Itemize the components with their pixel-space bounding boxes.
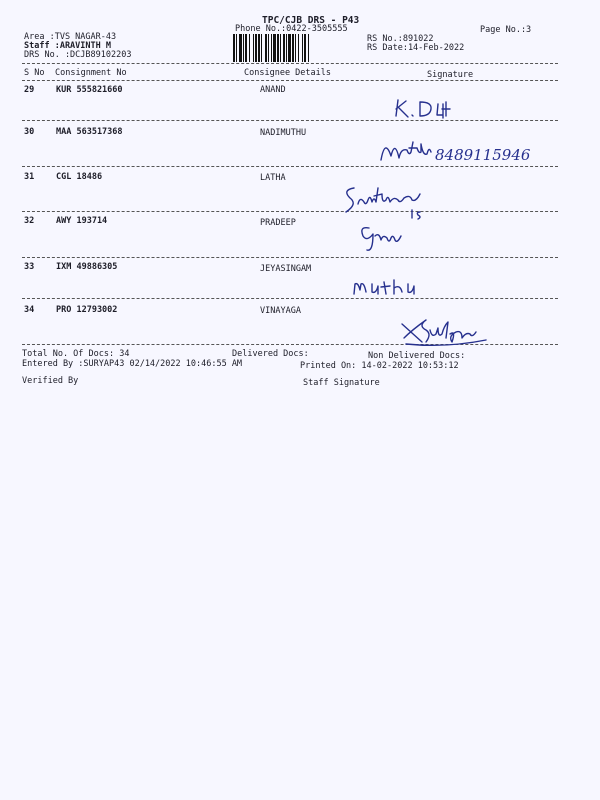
row-divider xyxy=(22,211,558,212)
barcode-bar xyxy=(288,34,291,62)
barcode-bar xyxy=(258,34,260,62)
signature-row-33 xyxy=(348,276,438,300)
barcode-bar xyxy=(265,34,267,62)
row-divider xyxy=(22,298,558,299)
row-sno: 32 xyxy=(24,216,35,226)
col-signature: Signature xyxy=(427,70,474,80)
row-consignee: LATHA xyxy=(260,173,286,183)
page-number: Page No.:3 xyxy=(480,25,532,35)
row-consignment: PRO 12793002 xyxy=(56,305,118,315)
area: Area :TVS NAGAR-43 xyxy=(24,32,117,42)
row-consignment: CGL 18486 xyxy=(56,172,103,182)
rs-date: RS Date:14-Feb-2022 xyxy=(367,43,465,53)
staff-name: Staff :ARAVINTH M xyxy=(24,41,111,51)
signature-row-32 xyxy=(355,222,415,256)
row-divider xyxy=(22,257,558,258)
row-consignee: NADIMUTHU xyxy=(260,128,307,138)
barcode-bar xyxy=(243,34,244,62)
barcode-bar xyxy=(302,34,303,62)
barcode-bar xyxy=(239,34,242,62)
row-consignee: VINAYAGA xyxy=(260,306,301,316)
barcode-bar xyxy=(304,34,306,62)
barcode-bar xyxy=(277,34,279,62)
col-sno: S No xyxy=(24,68,45,78)
row-sno: 30 xyxy=(24,127,35,137)
signature-row-29 xyxy=(390,96,470,124)
barcode-bar xyxy=(253,34,254,62)
row-consignment: IXM 49886305 xyxy=(56,262,118,272)
barcode xyxy=(232,34,360,62)
row-consignment: MAA 563517368 xyxy=(56,127,123,137)
barcode-bar xyxy=(245,34,247,62)
barcode-bar xyxy=(233,34,235,62)
signature-row-31 xyxy=(340,180,450,220)
row-consignee: JEYASINGAM xyxy=(260,264,312,274)
signature-row-30 xyxy=(375,130,555,170)
row-sno: 29 xyxy=(24,85,35,95)
barcode-bar xyxy=(298,34,299,62)
barcode-bar xyxy=(236,34,237,62)
barcode-bar xyxy=(271,34,272,62)
row-sno: 31 xyxy=(24,172,35,182)
entered-by: Entered By :SURYAP43 02/14/2022 10:46:55 AM xyxy=(22,359,243,369)
svg-text:8489115946: 8489115946 xyxy=(435,146,531,164)
row-sno: 34 xyxy=(24,305,35,315)
barcode-bar xyxy=(292,34,294,62)
total-docs: Total No. Of Docs: 34 xyxy=(22,349,130,359)
barcode-bar xyxy=(255,34,257,62)
drs-number: DRS No. :DCJB89102203 xyxy=(24,50,132,60)
delivered-docs: Delivered Docs: xyxy=(232,349,309,359)
verified-by: Verified By xyxy=(22,376,79,386)
barcode-bar xyxy=(283,34,285,62)
row-consignee: ANAND xyxy=(260,85,286,95)
barcode-bar xyxy=(286,34,287,62)
row-consignee: PRADEEP xyxy=(260,218,296,228)
phone-number: Phone No.:0422-3505555 xyxy=(235,24,348,34)
barcode-bar xyxy=(273,34,276,62)
barcode-bar xyxy=(249,34,250,62)
divider xyxy=(22,80,558,81)
barcode-bar xyxy=(261,34,262,62)
non-delivered-docs: Non Delivered Docs: xyxy=(368,351,466,361)
divider xyxy=(22,63,558,64)
report-title: TPC/CJB DRS - P43 xyxy=(262,15,360,26)
row-consignment: KUR 555821660 xyxy=(56,85,123,95)
row-sno: 33 xyxy=(24,262,35,272)
barcode-bar xyxy=(308,34,309,62)
staff-signature: Staff Signature xyxy=(303,378,380,388)
barcode-bar xyxy=(268,34,269,62)
barcode-bar xyxy=(280,34,281,62)
signature-row-34 xyxy=(396,312,506,352)
row-consignment: AWY 193714 xyxy=(56,216,108,226)
printed-on: Printed On: 14-02-2022 10:53:12 xyxy=(300,361,459,371)
row-divider xyxy=(22,120,558,121)
barcode-bar xyxy=(295,34,296,62)
rs-number: RS No.:891022 xyxy=(367,34,434,44)
col-consignee: Consignee Details xyxy=(244,68,331,78)
col-consignment: Consignment No xyxy=(55,68,127,78)
